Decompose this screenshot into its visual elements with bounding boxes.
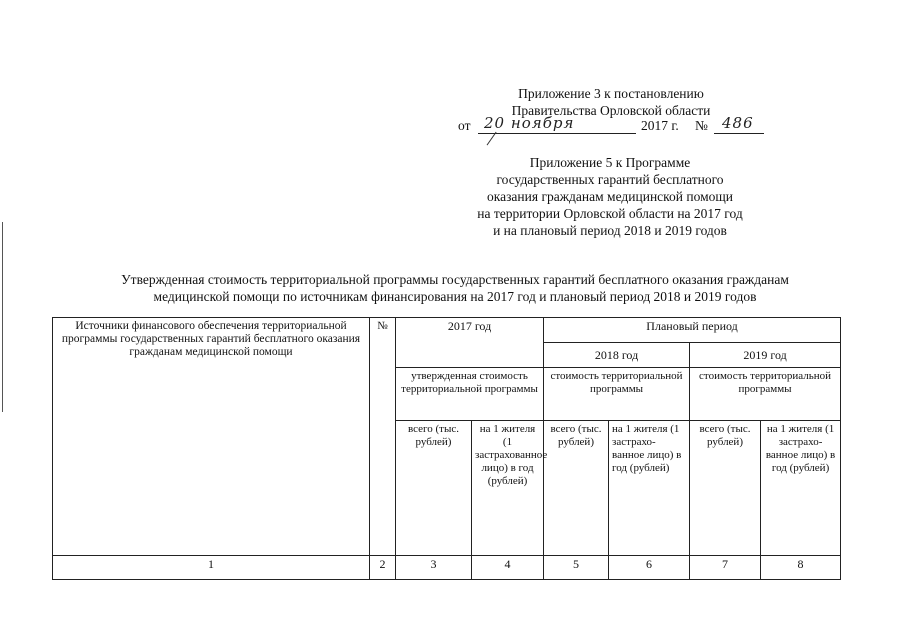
per-capita-2019-subheader: на 1 жителя (1 застрахо-ванное лицо) в год (рублей): [761, 421, 841, 556]
cost-2018-header: стоимость территориальной программы: [544, 368, 690, 421]
appendix5-line-1: Приложение 5 к Программе: [529, 155, 691, 170]
per-capita-2017-subheader: на 1 жителя (1 застрахованное лицо) в год (рублей): [472, 421, 544, 556]
column-number: 3: [396, 556, 472, 580]
document-title: [40, 272, 870, 305]
appendix5-line-4: на территории Орловской области на 2017 год: [477, 206, 743, 221]
column-number: 1: [53, 556, 370, 580]
page-edge-rule: [2, 222, 3, 412]
year-2017-header: 2017 год: [396, 318, 544, 368]
order-prefix: от: [458, 118, 471, 133]
per-capita-2018-subheader: на 1 жителя (1 застрахо-ванное лицо) в год (рублей): [609, 421, 690, 556]
column-number: 2: [370, 556, 396, 580]
year-2019-header: 2019 год: [690, 343, 841, 368]
handwritten-date: 20 ноября: [484, 114, 575, 132]
title-line-1: Утвержденная стоимость территориальной программы государственных гарантий бесплатного оказания гражданам: [121, 272, 789, 287]
title-line-2: медицинской помощи по источникам финансирования на 2017 год и плановый период 2018 и 2019 годов: [153, 288, 757, 304]
financing-table: [52, 317, 841, 580]
approved-cost-header: утвержденная стоимость территориальной программы: [396, 368, 544, 421]
appendix3-line-2: Правительства Орловской области: [511, 103, 711, 118]
column-number: 8: [761, 556, 841, 580]
total-2017-subheader: всего (тыс. рублей): [396, 421, 472, 556]
cost-2019-header: стоимость территориальной программы: [690, 368, 841, 421]
column-number: 6: [609, 556, 690, 580]
appendix5-line-2: государственных гарантий бесплатного: [496, 172, 724, 187]
column-number-row: [53, 556, 841, 580]
source-header: Источники финансового обеспечения территориальной программы государственных гарантий бесплатного оказания гражданам медицинской помощи: [53, 318, 370, 556]
total-2018-subheader: всего (тыс. рублей): [544, 421, 609, 556]
planned-period-header: Плановый период: [544, 318, 841, 343]
number-underline: [714, 133, 764, 134]
column-number: 4: [472, 556, 544, 580]
column-number: 7: [690, 556, 761, 580]
handwritten-number: 486: [722, 114, 754, 132]
order-number-sign: №: [695, 118, 708, 133]
column-number: 5: [544, 556, 609, 580]
number-header: №: [370, 318, 396, 556]
order-year: 2017 г.: [641, 118, 679, 133]
order-line: [458, 114, 768, 138]
appendix5-header: [445, 154, 775, 239]
appendix5-line-5: и на плановый период 2018 и 2019 годов: [493, 223, 727, 238]
year-2018-header: 2018 год: [544, 343, 690, 368]
appendix5-line-3: оказания гражданам медицинской помощи: [486, 189, 734, 204]
date-underline: [478, 133, 636, 134]
total-2019-subheader: всего (тыс. рублей): [690, 421, 761, 556]
appendix3-line-1: Приложение 3 к постановлению: [518, 86, 704, 101]
